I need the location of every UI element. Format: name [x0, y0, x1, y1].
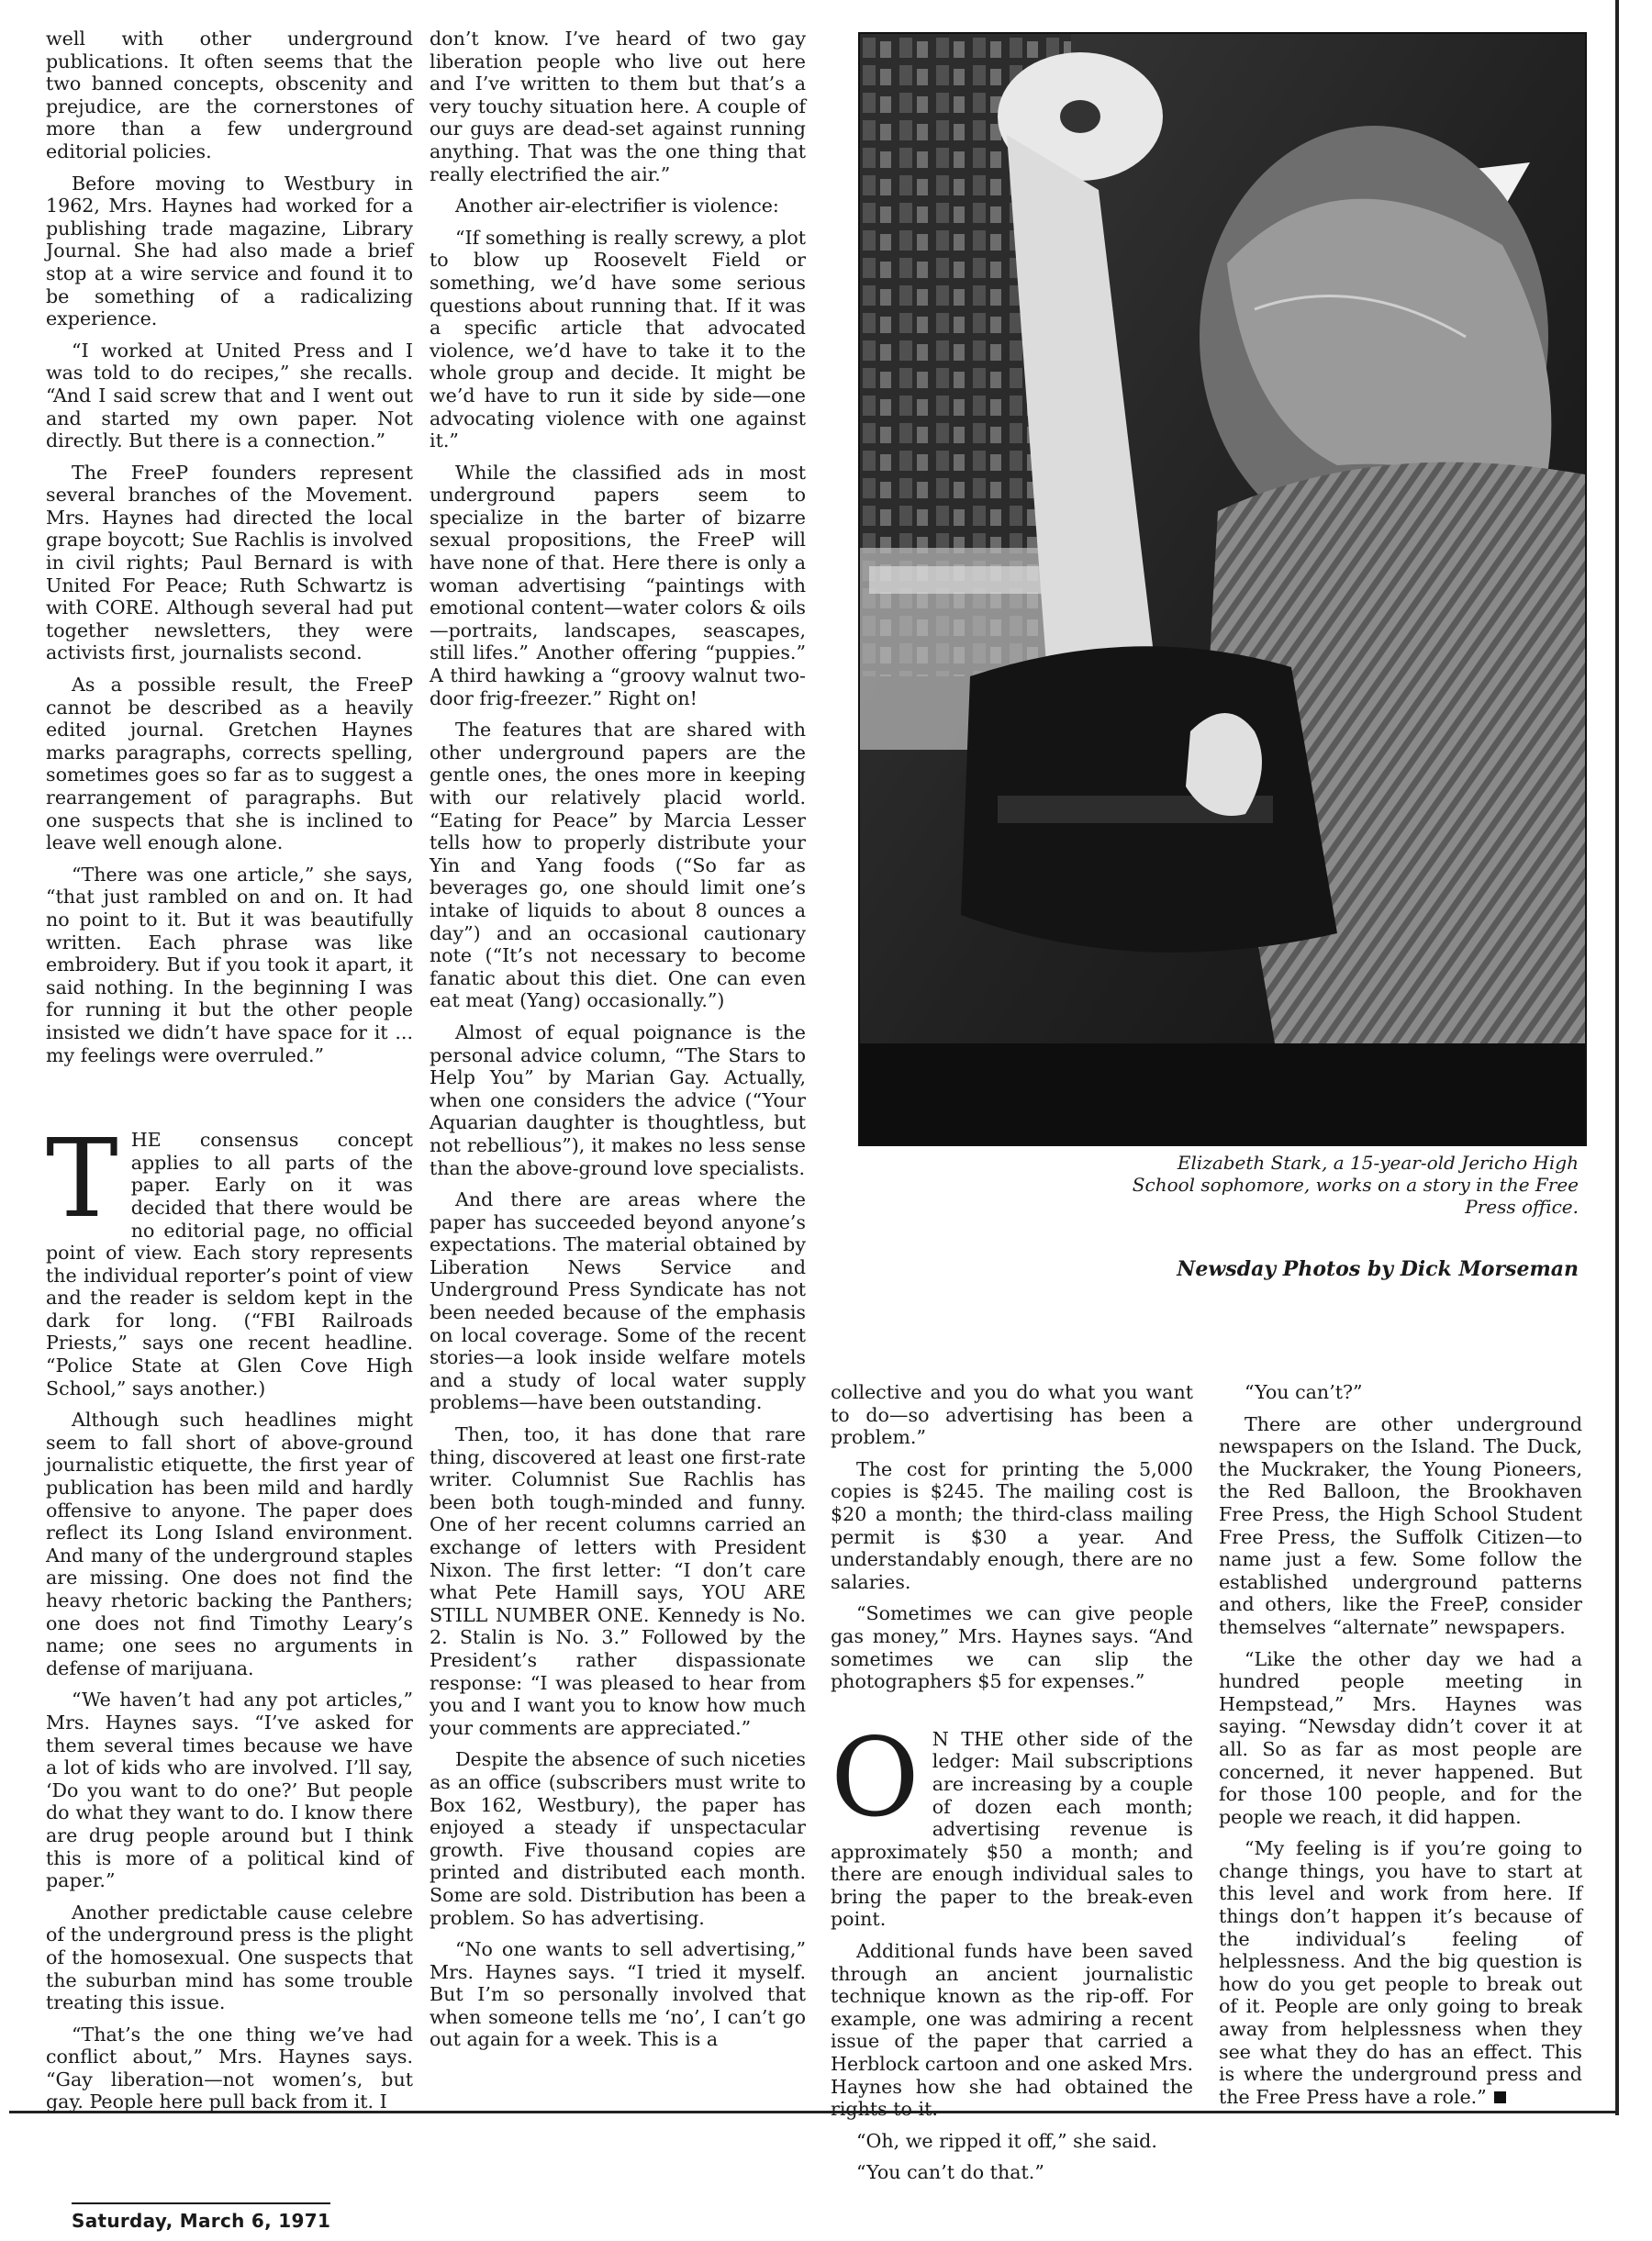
- paragraph: “We haven’t had any pot articles,” Mrs. Haynes says. “I’ve asked for them several times because we have a lot of kids who are involved. I’ll say, ‘Do you want to do one?’ But people do what they want to do. I know there are drug people around but I think this is more of a political kind of paper.”: [46, 1689, 413, 1892]
- paragraph: The features that are shared with other underground papers are the gentle ones, the ones more in keeping with our relatively placid world. “Eating for Peace” by Marcia Lesser tells how to properly distribute your Yin and Yang foods (“So far as beverages go, one should limit one’s intake of liquids to about 8 ounces a day”) and an occasional cautionary note (“It’s not necessary to become fanatic about this diet. One can even eat meat (Yang) occasionally.”): [430, 719, 806, 1012]
- paragraph: There are other underground newspapers on the Island. The Duck, the Muckraker, the Young Pioneers, the Red Balloon, the Brookhaven Free Press, the High School Student Free Press, the Suffolk Citizen—to name just a few. Some follow the established underground patterns and others, like the FreeP, consider themselves “alternate” newspapers.: [1219, 1412, 1582, 1638]
- paragraph: “There was one article,” she says, “that just rambled on and on. It had no point to it. But it was beautifully written. Each phrase was like embroidery. But if you took it apart, it said nothing. In the beginning I was for running it but the other people insisted we didn’t have space for it ... my feelings were overruled.”: [46, 863, 413, 1066]
- paragraph: The cost for printing the 5,000 copies is $245. The mailing cost is $20 a month; the third-class mailing permit is $30 a year. And understandably enough, there are no salaries.: [831, 1457, 1193, 1593]
- paragraph: And there are areas where the paper has succeeded beyond anyone’s expectations. The material obtained by Liberation News Service and Underground Press Syndicate has not been needed because of the emphasis on local coverage. Some of the recent stories—a look inside welfare motels and a study of local water supply problems—have been outstanding.: [430, 1188, 806, 1414]
- end-mark-icon: [1494, 2091, 1506, 2103]
- paragraph: Despite the absence of such niceties as an office (subscribers must write to Box 162, Westbury), the paper has enjoyed a steady if unspectacular growth. Five thousand copies are printed and distributed each month. Some are sold. Distribution has been a problem. So has advertising.: [430, 1748, 806, 1929]
- paragraph: Additional funds have been saved through an ancient journalistic technique known as the rip-off. For example, one was admiring a recent issue of the paper that carried a Herblock cartoon and one asked Mrs. Haynes how she had obtained the rights to it.: [831, 1940, 1193, 2121]
- footer-date: Saturday, March 6, 1971: [72, 2202, 330, 2232]
- paragraph: While the classified ads in most underground papers seem to specialize in the barter of bizarre sexual propositions, the FreeP will have none of that. Here there is only a woman advertising “paintings with emotional content—water colors & oils—portraits, landscapes, seascapes, still lifes.” Another offering “puppies.” A third hawking a “groovy walnut two-door frig-freezer.” Right on!: [430, 461, 806, 709]
- paragraph: Although such headlines might seem to fall short of above-ground journalistic etiquette, the first year of publication has been mild and hardly offensive to anyone. The paper does reflect its Long Island environment. And many of the underground staples are missing. One does not find the heavy rhetoric backing the Panthers; one does not find Timothy Leary’s name; one sees no arguments in defense of marijuana.: [46, 1409, 413, 1679]
- paragraph: [1219, 1837, 1582, 2108]
- paragraph: As a possible result, the FreeP cannot be described as a heavily edited journal. Gretchen Haynes marks paragraphs, corrects spelling, sometimes goes so far as to suggest a rearrangement of paragraphs. But one suspects that she is inclined to leave well enough alone.: [46, 674, 413, 854]
- drop-cap: T: [46, 1115, 118, 1243]
- paragraph: The FreeP founders represent several branches of the Movement. Mrs. Haynes had directed the local grape boycott; Sue Rachlis is involved in civil rights; Paul Bernard is with United For Peace; Ruth Schwartz is with CORE. Although several had put together newsletters, they were activists first, journalists second.: [46, 461, 413, 664]
- paragraph-text: HE consensus concept applies to all parts of the paper. Early on it was decided that there would be no editorial page, no official point of view. Each story represents the individual reporter’s point of view and the reader is seldom kept in the dark for long. (“FBI Railroads Priests,” says one recent headline. “Police State at Glen Cove High School,” says another.): [46, 1129, 413, 1399]
- photo-caption: Elizabeth Stark, a 15-year-old Jericho High School sophomore, works on a story in the Free Press office.: [1132, 1152, 1579, 1218]
- photo-illustration: [860, 34, 1585, 1144]
- photo-credit: Newsday Photos by Dick Morseman: [1177, 1257, 1579, 1281]
- drop-cap: O: [831, 1713, 920, 1841]
- paragraph-text: N THE other side of the ledger: Mail subscriptions are increasing by a couple of dozen each month; advertising revenue is approximately $50 a month; and there are enough individual sales to bring the paper to the break-even point.: [831, 1727, 1193, 1931]
- paragraph: “I worked at United Press and I was told to do recipes,” she recalls. “And I said screw that and I went out and started my own paper. Not directly. But there is a connection.”: [46, 339, 413, 452]
- paragraph: “No one wants to sell advertising,” Mrs. Haynes says. “I tried it myself. But I’m so personally involved that when someone tells me ‘no’, I can’t go out again for a week. This is a: [430, 1938, 806, 2051]
- paragraph: Then, too, it has done that rare thing, discovered at least one first-rate writer. Columnist Sue Rachlis has been both tough-minded and funny. One of her recent columns carried an exchange of letters with President Nixon. The first letter: “I don’t care what Pete Hamill says, YOU ARE STILL NUMBER ONE. Kennedy is No. 2. Stalin is No. 3.” Followed by the President’s rather dispassionate response: “I was pleased to hear from you and I want you to know how much your comments are appreciated.”: [430, 1423, 806, 1739]
- article-column-2: [430, 28, 806, 2060]
- article-column-1: [46, 28, 413, 2123]
- newspaper-photo: [858, 32, 1587, 1146]
- paragraph: Another predictable cause celebre of the underground press is the plight of the homosexual. One suspects that the suburban mind has some trouble treating this issue.: [46, 1901, 413, 2014]
- paragraph: “If something is really screwy, a plot to blow up Roosevelt Field or something, we’d have some serious questions about running that. If it was a specific article that advocated violence, we’d have to take it to the whole group and decide. It might be we’d have to run it side by side—one advocating violence with one against it.”: [430, 226, 806, 452]
- paragraph: “Oh, we ripped it off,” she said.: [856, 2129, 1157, 2152]
- article-column-4: [1219, 1381, 1582, 2117]
- paragraph-text: “My feeling is if you’re going to change things, you have to start at this level and work from here. If things don’t happen it’s because of the individual’s feeling of helplessness. And the big question is how do you get people to break out of it. People are only going to break away from helplessness when they see what they do has an effect. This is where the underground press and the Free Press have a role.”: [1219, 1837, 1582, 2108]
- paragraph: “That’s the one thing we’ve had conflict about,” Mrs. Haynes says. “Gay liberation—not women’s, but gay. People here pull back from it. I: [46, 2023, 413, 2113]
- paragraph: Another air-electrifier is violence:: [455, 195, 779, 217]
- paragraph: collective and you do what you want to do—so advertising has been a problem.”: [831, 1381, 1193, 1449]
- paragraph: don’t know. I’ve heard of two gay liberation people who live out here and I’ve written to them but that’s a very touchy situation here. A couple of our guys are dead-set against running anything. That was the one thing that really electrified the air.”: [430, 28, 806, 185]
- paragraph: well with other underground publications. It often seems that the two banned concepts, obscenity and prejudice, are the cornerstones of more than a few underground editorial policies.: [46, 28, 413, 162]
- paragraph: “Sometimes we can give people gas money,” Mrs. Haynes says. “And sometimes we can slip the photographers $5 for expenses.”: [831, 1602, 1193, 1693]
- paragraph: Before moving to Westbury in 1962, Mrs. Haynes had worked for a publishing trade magazine, Library Journal. She had also made a brief stop at a wire service and found it to be something of a radicalizing experience.: [46, 172, 413, 330]
- paragraph: [831, 1713, 1193, 1931]
- page-border: [1615, 0, 1619, 2115]
- paragraph: “You can’t?”: [1245, 1381, 1363, 1403]
- paragraph: “Like the other day we had a hundred people meeting in Hempstead,” Mrs. Haynes was saying. “Newsday didn’t cover it at all. So as far as most people are concerned, it never happened. But for those 100 people, and for the people we reach, it did happen.: [1219, 1647, 1582, 1828]
- article-column-3: [831, 1381, 1193, 2193]
- paragraph: “You can’t do that.”: [856, 2161, 1044, 2184]
- paragraph: Almost of equal poignance is the personal advice column, “The Stars to Help You” by Marian Gay. Actually, when one considers the advice (“Your Aquarian daughter is thoughtless, but not rebellious”), it makes no less sense than the above-ground love specialists.: [430, 1020, 806, 1179]
- paragraph: [46, 1115, 413, 1399]
